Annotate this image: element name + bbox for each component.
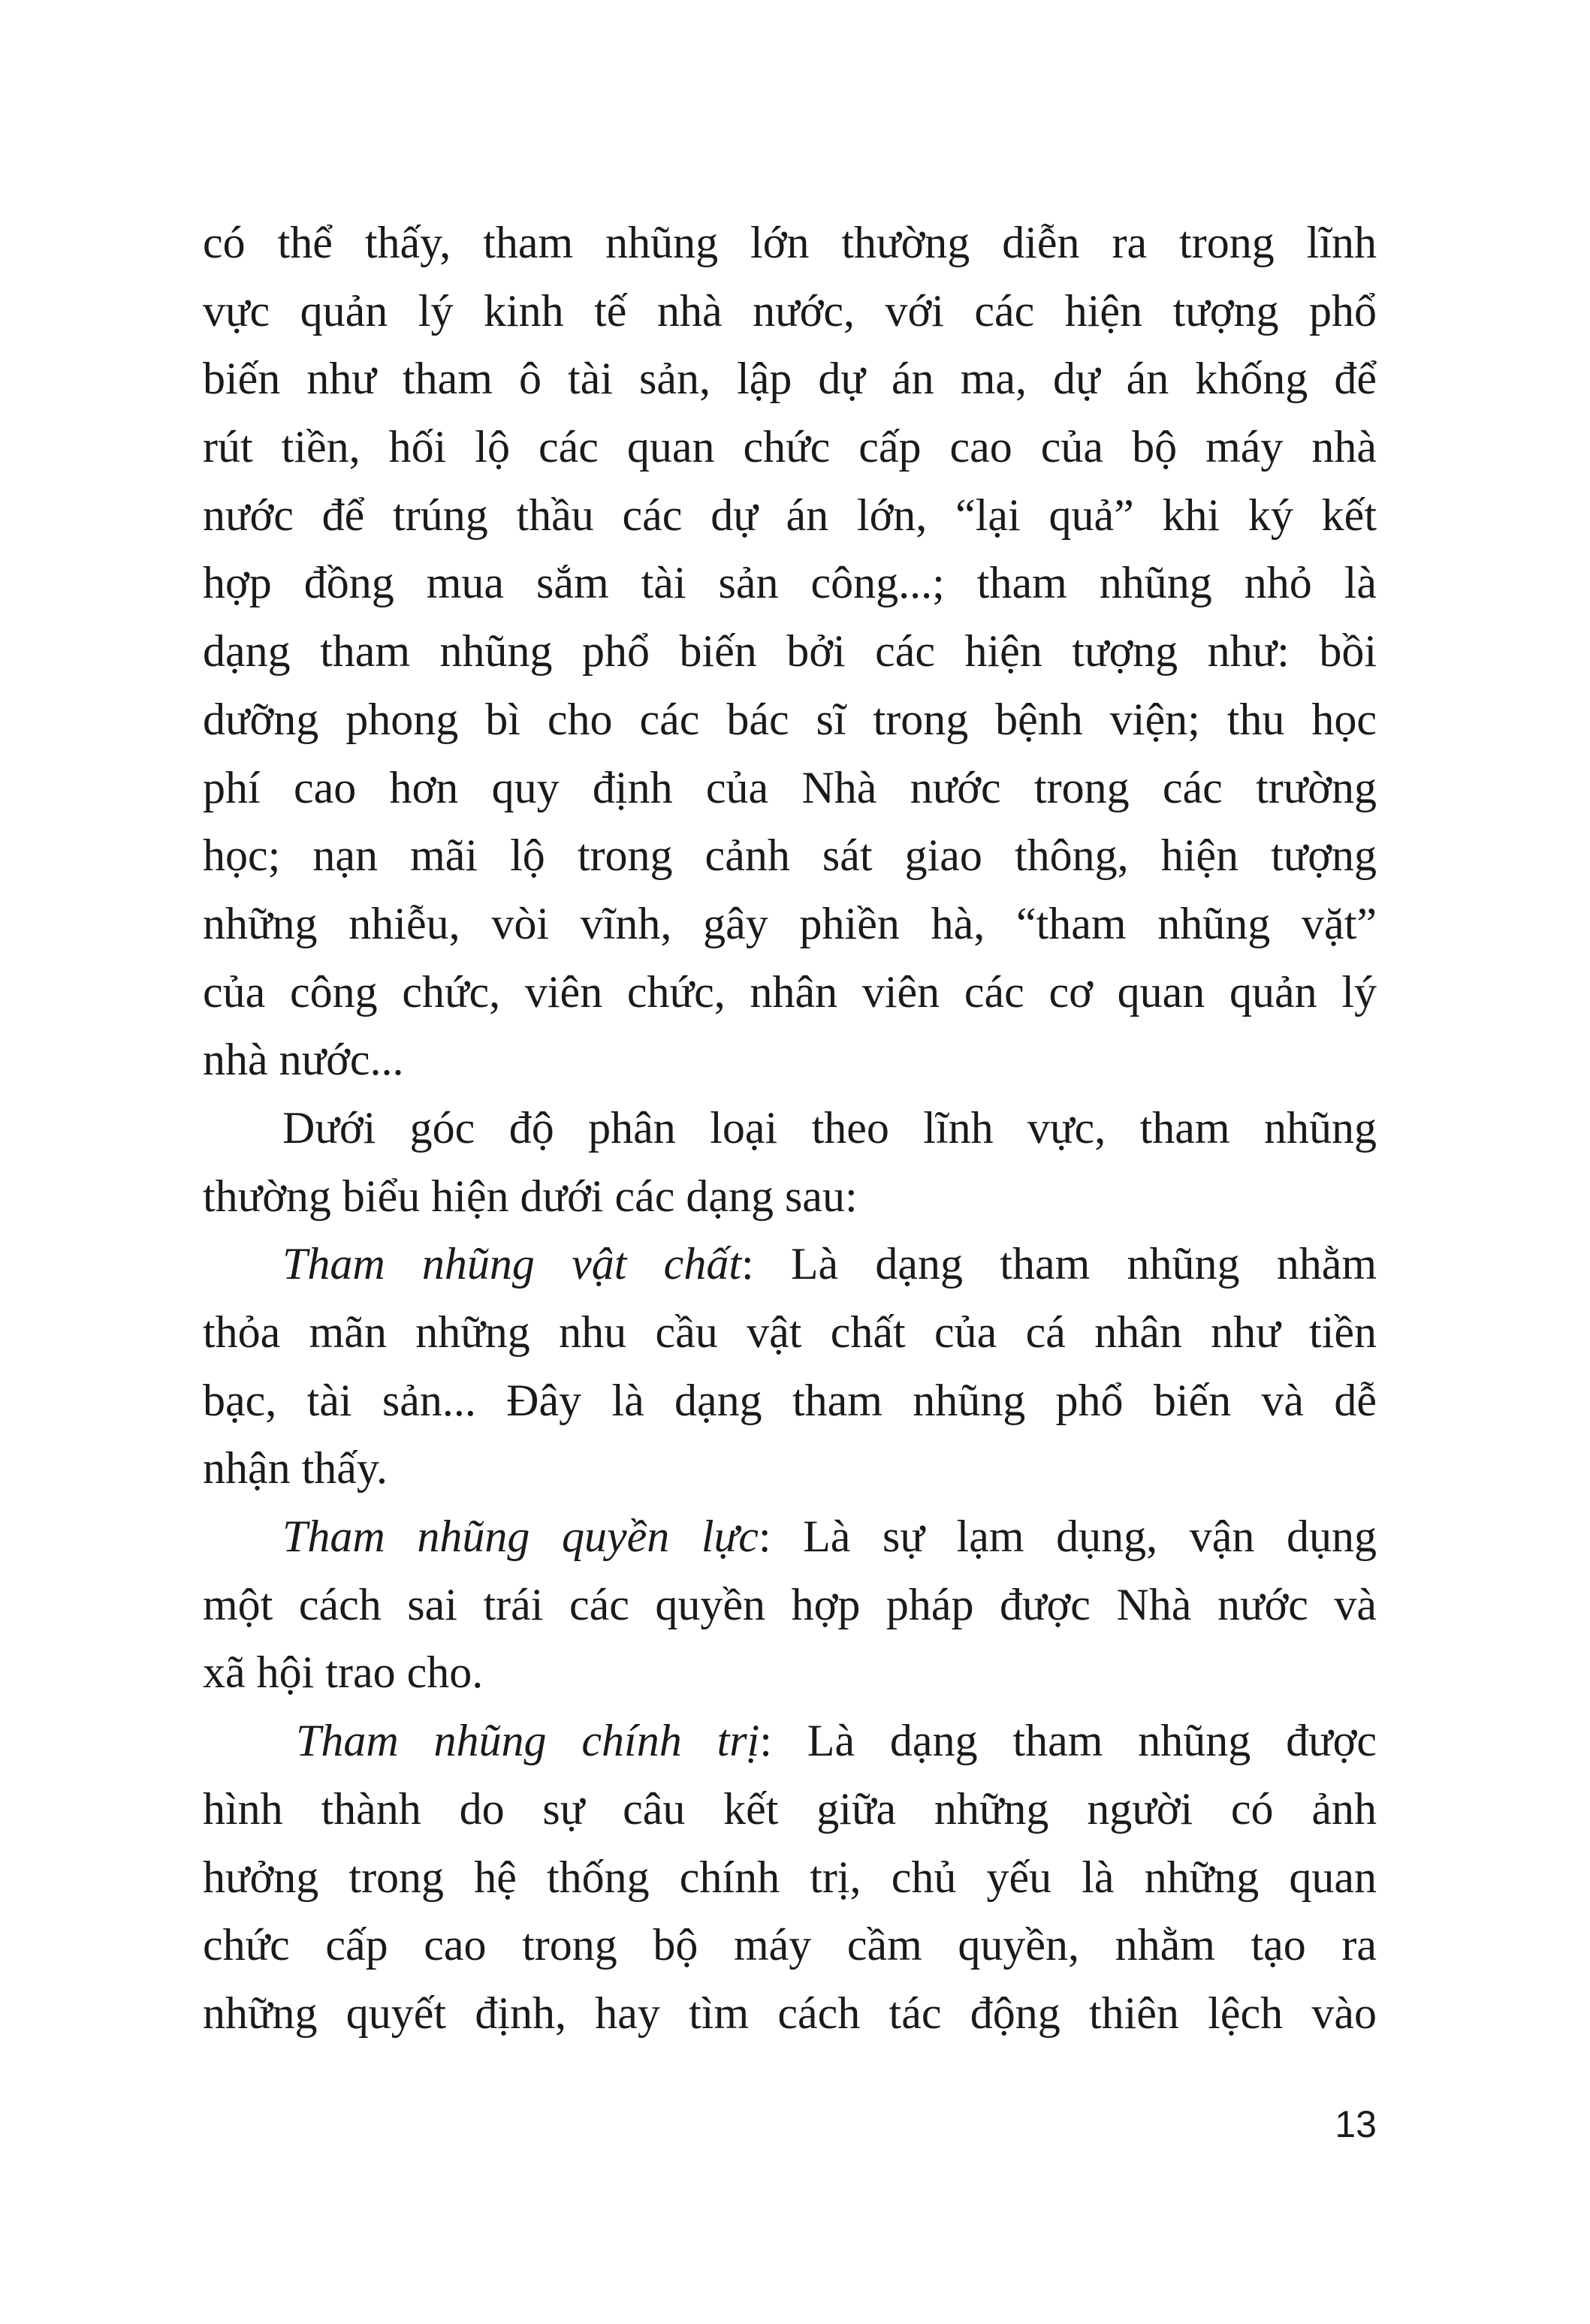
line-text: rút tiền, hối lộ các quan chức cấp cao của bộ máy nhà	[203, 422, 1377, 472]
text-line	[203, 1707, 1377, 1775]
line-text: những quyết định, hay tìm cách tác động thiên lệch vào	[203, 1988, 1377, 2038]
text-line	[203, 1638, 1377, 1707]
line-text: thỏa mãn những nhu cầu vật chất của cá nhân như tiền	[203, 1307, 1377, 1357]
text-line	[203, 549, 1377, 617]
line-text: : Là dạng tham nhũng nhằm	[741, 1239, 1377, 1289]
line-text: Dưới góc độ phân loại theo lĩnh vực, tham nhũng	[282, 1102, 1377, 1153]
italic-term: Tham nhũng chính trị	[296, 1716, 760, 1766]
page-body-text	[203, 209, 1377, 2048]
text-line	[203, 1298, 1377, 1367]
line-text: biến như tham ô tài sản, lập dự án ma, dự án khống để	[203, 354, 1377, 404]
text-line	[203, 345, 1377, 413]
line-text: vực quản lý kinh tế nhà nước, với các hiện tượng phổ	[203, 285, 1377, 336]
line-text: bạc, tài sản... Đây là dạng tham nhũng phổ biến và dễ	[203, 1375, 1377, 1425]
line-text: có thể thấy, tham nhũng lớn thường diễn ra trong lĩnh	[203, 218, 1377, 267]
text-line	[203, 209, 1377, 277]
text-line	[203, 1026, 1377, 1094]
line-text: những nhiễu, vòi vĩnh, gây phiền hà, “tham nhũng vặt”	[203, 898, 1377, 948]
line-text: xã hội trao cho.	[203, 1647, 484, 1698]
text-line	[203, 686, 1377, 754]
line-text: nước để trúng thầu các dự án lớn, “lại quả” khi ký kết	[203, 490, 1377, 540]
text-line	[203, 1503, 1377, 1571]
line-text: nhà nước...	[203, 1035, 404, 1085]
italic-term: Tham nhũng vật chất	[282, 1239, 741, 1289]
line-text: hình thành do sự câu kết giữa những người có ảnh	[203, 1783, 1377, 1834]
line-text: : Là sự lạm dụng, vận dụng	[758, 1512, 1377, 1562]
text-line	[203, 481, 1377, 550]
page-number: 13	[1335, 2103, 1377, 2145]
text-line	[203, 1911, 1377, 1979]
line-text: phí cao hơn quy định của Nhà nước trong các trường	[203, 762, 1377, 812]
text-line	[203, 1571, 1377, 1639]
line-text: một cách sai trái các quyền hợp pháp được Nhà nước và	[203, 1579, 1377, 1629]
text-line	[203, 1843, 1377, 1912]
line-text: nhận thấy.	[203, 1443, 388, 1494]
text-line	[203, 1775, 1377, 1843]
line-text: học; nạn mãi lộ trong cảnh sát giao thông, hiện tượng	[203, 830, 1377, 881]
text-line	[203, 1230, 1377, 1298]
italic-term: Tham nhũng quyền lực	[282, 1512, 759, 1562]
text-line	[203, 754, 1377, 822]
text-line	[203, 890, 1377, 958]
text-line	[203, 617, 1377, 686]
text-line	[203, 958, 1377, 1026]
line-text: dạng tham nhũng phổ biến bởi các hiện tượng như: bồi	[203, 626, 1377, 677]
text-line	[203, 1434, 1377, 1503]
line-text: hưởng trong hệ thống chính trị, chủ yếu là những quan	[203, 1852, 1377, 1902]
line-text: thường biểu hiện dưới các dạng sau:	[203, 1171, 858, 1221]
text-line	[203, 1094, 1377, 1162]
line-text: của công chức, viên chức, nhân viên các cơ quan quản lý	[203, 966, 1377, 1017]
text-line	[203, 1367, 1377, 1435]
line-text: chức cấp cao trong bộ máy cầm quyền, nhằm tạo ra	[203, 1920, 1377, 1970]
text-line	[203, 1162, 1377, 1231]
text-line	[203, 413, 1377, 481]
line-text: dưỡng phong bì cho các bác sĩ trong bệnh viện; thu học	[203, 694, 1377, 744]
line-text: : Là dạng tham nhũng được	[759, 1716, 1377, 1766]
text-line	[203, 821, 1377, 890]
line-text: hợp đồng mua sắm tài sản công...; tham nhũng nhỏ là	[203, 558, 1377, 608]
text-line	[203, 1979, 1377, 2048]
text-line	[203, 277, 1377, 345]
